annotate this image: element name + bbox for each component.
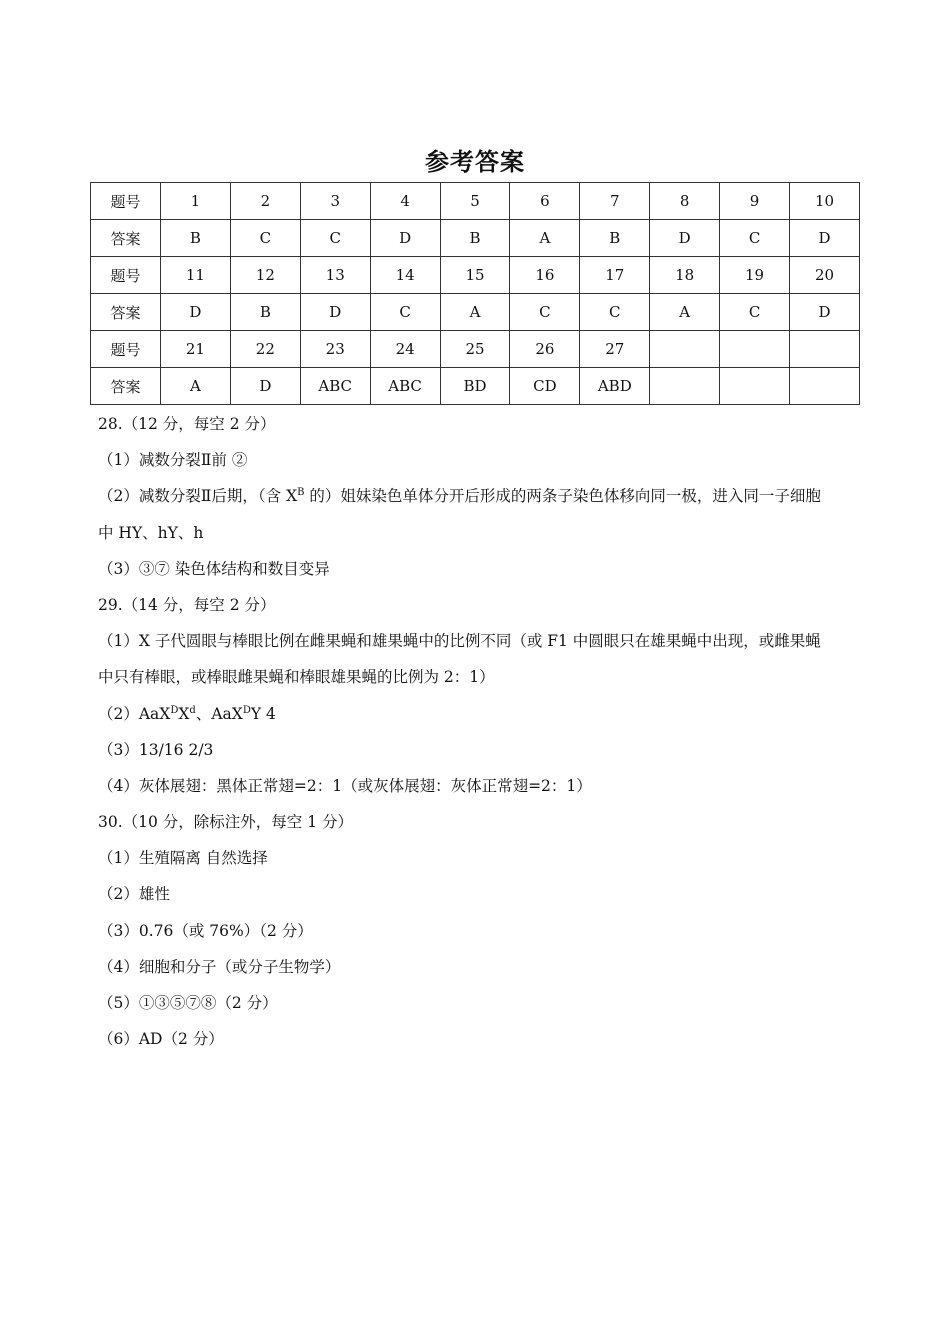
table-cell: [720, 368, 790, 405]
q29-answer-4: （4）灰体展翅：黑体正常翅=2：1（或灰体展翅：灰体正常翅=2：1）: [98, 776, 592, 795]
table-row: [91, 183, 860, 220]
table-cell: [720, 331, 790, 368]
table-cell: ABC: [370, 368, 440, 405]
q30-answer-5: （5）①③⑤⑦⑧（2 分）: [98, 994, 278, 1012]
table-cell: 20: [790, 257, 860, 294]
table-cell: 22: [230, 331, 300, 368]
table-row: [91, 368, 860, 405]
table-cell: ABC: [300, 368, 370, 405]
table-cell: C: [370, 294, 440, 331]
table-cell: D: [161, 294, 231, 331]
table-cell: 12: [230, 257, 300, 294]
q30-answer-1: （1）生殖隔离 自然选择: [98, 849, 268, 868]
table-cell: A: [161, 368, 231, 405]
table-cell: A: [650, 294, 720, 331]
table-row: [91, 294, 860, 331]
table-cell: 9: [720, 183, 790, 220]
table-cell: C: [230, 220, 300, 257]
table-cell: 7: [580, 183, 650, 220]
q29-answer-1-cont: 中只有棒眼，或棒眼雌果蝇和棒眼雄果蝇的比例为 2：1）: [98, 668, 495, 687]
q29-answer-3: （3）13/16 2/3: [98, 740, 214, 759]
table-cell: 26: [510, 331, 580, 368]
table-cell: 4: [370, 183, 440, 220]
q28-answer-1: （1）减数分裂Ⅱ前 ②: [98, 451, 248, 470]
table-cell: [650, 368, 720, 405]
table-cell: [650, 331, 720, 368]
table-cell: 17: [580, 257, 650, 294]
table-cell: A: [440, 294, 510, 331]
table-cell: 3: [300, 183, 370, 220]
table-row: [91, 331, 860, 368]
q30-answer-4: （4）细胞和分子（或分子生物学）: [98, 957, 341, 976]
table-cell: 14: [370, 257, 440, 294]
q30-answer-2: （2）雄性: [98, 885, 170, 904]
table-cell: [790, 331, 860, 368]
table-cell: D: [790, 220, 860, 257]
table-cell: D: [370, 220, 440, 257]
row-label: 题号: [91, 331, 161, 368]
table-cell: 23: [300, 331, 370, 368]
table-cell: 8: [650, 183, 720, 220]
table-cell: 5: [440, 183, 510, 220]
q30-answer-3: （3）0.76（或 76%）（2 分）: [98, 921, 313, 940]
table-cell: C: [580, 294, 650, 331]
table-cell: 2: [230, 183, 300, 220]
table-cell: C: [300, 220, 370, 257]
table-cell: B: [440, 220, 510, 257]
q28-answer-2-cont: 中 HY、hY、h: [98, 523, 204, 542]
table-cell: 24: [370, 331, 440, 368]
row-label: 答案: [91, 368, 161, 405]
q28-header: 28.（12 分，每空 2 分）: [98, 415, 276, 433]
table-cell: A: [510, 220, 580, 257]
table-cell: B: [230, 294, 300, 331]
table-cell: B: [580, 220, 650, 257]
q30-answer-6: （6）AD（2 分）: [98, 1030, 224, 1049]
row-label: 答案: [91, 220, 161, 257]
answer-table: [90, 182, 860, 405]
table-cell: 18: [650, 257, 720, 294]
q28-answer-3: （3）③⑦ 染色体结构和数目变异: [98, 559, 330, 578]
row-label: 题号: [91, 183, 161, 220]
table-cell: 10: [790, 183, 860, 220]
q30-header: 30.（10 分，除标注外，每空 1 分）: [98, 813, 354, 832]
table-row: [91, 257, 860, 294]
table-cell: 15: [440, 257, 510, 294]
table-cell: 16: [510, 257, 580, 294]
table-cell: D: [230, 368, 300, 405]
table-cell: D: [650, 220, 720, 257]
table-cell: 13: [300, 257, 370, 294]
table-cell: 11: [161, 257, 231, 294]
table-cell: 25: [440, 331, 510, 368]
page-title: 参考答案: [425, 148, 525, 176]
table-cell: C: [720, 220, 790, 257]
table-cell: D: [300, 294, 370, 331]
table-cell: C: [720, 294, 790, 331]
q29-answer-1: （1）X 子代圆眼与棒眼比例在雌果蝇和雄果蝇中的比例不同（或 F1 中圆眼只在雄果蝇中出现，或雌果蝇: [98, 632, 821, 651]
table-cell: BD: [440, 368, 510, 405]
table-cell: 21: [161, 331, 231, 368]
row-label: 题号: [91, 257, 161, 294]
table-cell: D: [790, 294, 860, 331]
table-cell: [790, 368, 860, 405]
table-cell: C: [510, 294, 580, 331]
answer-explanations: [98, 406, 858, 1057]
table-cell: ABD: [580, 368, 650, 405]
table-cell: 6: [510, 183, 580, 220]
table-cell: B: [161, 220, 231, 257]
table-cell: 19: [720, 257, 790, 294]
table-cell: CD: [510, 368, 580, 405]
row-label: 答案: [91, 294, 161, 331]
table-cell: 1: [161, 183, 231, 220]
q29-answer-2: $(2)AaX^DX^d$、AaX$^D$Y 4: [98, 704, 276, 723]
q29-header: 29.（14 分，每空 2 分）: [98, 595, 276, 614]
table-cell: 27: [580, 331, 650, 368]
q28-answer-2: （2）减数分裂Ⅱ后期，（含 $X^B$ 的）姐妹染色单体分开后形成的两条子染色体移向同一极，进入同一子细胞: [98, 487, 821, 506]
table-row: [91, 220, 860, 257]
